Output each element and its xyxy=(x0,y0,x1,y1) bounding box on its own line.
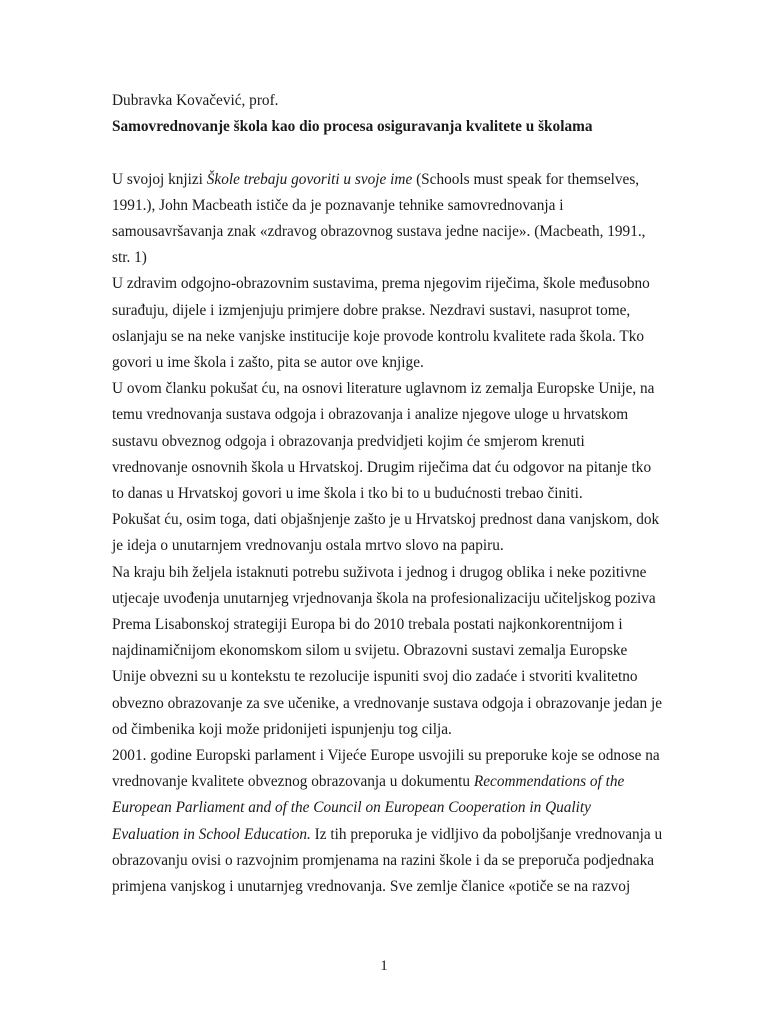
paragraph-line: oslanjaju se na neke vanjske institucije koje provode kontrolu kvalitete rada škola. Tko xyxy=(112,327,644,345)
text-run: Iz tih preporuka je vidljivo da poboljšanje vrednovanja u xyxy=(310,825,663,843)
paragraph-line: obrazovanju ovisi o razvojnim promjenama na razini škole i da se preporuča podjednaka xyxy=(112,851,655,869)
paragraph-line: samousavršavanja znak «zdravog obrazovnog sustava jedne nacije». (Macbeath, 1991., xyxy=(112,223,646,240)
paragraph-line: Prema Lisabonskoj strategiji Europa bi do 2010 trebala postati najkonkorentnijom i xyxy=(112,616,623,634)
paragraph-7 xyxy=(112,743,663,900)
paragraph-line: 2001. godine Europski parlament i Vijeće Europe usvojili su preporuke koje se odnose na xyxy=(112,747,660,765)
paragraph-line: Unije obvezni su u kontekstu te rezolucije ispuniti svoj dio zadaće i stvoriti kvalitetno xyxy=(112,668,638,686)
paragraph-4 xyxy=(112,507,660,559)
paragraph-line: U ovom članku pokušat ću, na osnovi literature uglavnom iz zemalja Europske Unije, na xyxy=(112,380,655,398)
document-title-italic: Evaluation in School Education. xyxy=(112,825,311,843)
paragraph-line: 1991.), John Macbeath ističe da je poznavanje tehnike samovrednovanja i xyxy=(112,196,564,214)
paragraph-line: to danas u Hrvatskoj govori u ime škola i tko bi to u budućnosti trebao činiti. xyxy=(112,485,583,503)
paragraph-6 xyxy=(112,612,663,743)
paragraph-line: od čimbenika koji može pridonijeti ispunjenju tog cilja. xyxy=(112,720,452,738)
paragraph-line: str. 1) xyxy=(112,249,147,267)
paragraph-line: U zdravim odgojno-obrazovnim sustavima, prema njegovim riječima, škole međusobno xyxy=(112,275,650,293)
paragraph-3 xyxy=(112,376,660,507)
text-run: (Schools must speak for themselves, xyxy=(412,170,640,188)
paragraph-line: je ideja o unutarnjem vrednovanju ostala mrtvo slovo na papiru. xyxy=(112,537,504,555)
text-run: U svojoj knjizi xyxy=(112,170,207,188)
text-run: vrednovanje kvalitete obveznog obrazovanja u dokumentu xyxy=(112,773,474,791)
paragraph-line: utjecaje uvođenja unutarnjeg vrjednovanja škola na profesionalizaciju učiteljskog poziva xyxy=(112,589,656,607)
paragraph-line: vrednovanje osnovnih škola u Hrvatskoj. Drugim riječima dat ću odgovor na pitanje tko xyxy=(112,458,652,476)
paragraph-line: temu vrednovanja sustava odgoja i obrazovanja i analize njegove uloge u hrvatskom xyxy=(112,406,629,424)
paragraph-line: sustavu obveznog odgoja i obrazovanja predvidjeti kojim će smjerom krenuti xyxy=(112,432,585,450)
page-number: 1 xyxy=(380,958,388,974)
blank-line xyxy=(112,140,660,166)
paragraph-line: najdinamičnijom ekonomskom silom u svijetu. Obrazovni sustavi zemalja Europske xyxy=(112,642,628,660)
paragraph-2 xyxy=(112,271,660,376)
paragraph-line: Pokušat ću, osim toga, dati objašnjenje zašto je u Hrvatskoj prednost dana vanjskom, dok xyxy=(112,511,660,529)
paragraph-line: Na kraju bih željela istaknuti potrebu suživota i jednog i drugog oblika i neke pozitivne xyxy=(112,563,647,581)
paragraph-line: obvezno obrazovanje za sve učenike, a vrednovanje sustava odgoja i obrazovanje jedan je xyxy=(112,694,663,712)
paragraph-5 xyxy=(112,560,660,612)
paragraph-line: primjena vanjskog i unutarnjeg vrednovanja. Sve zemlje članice «potiče se na razvoj xyxy=(112,878,631,896)
document-title: Samovrednovanje škola kao dio procesa osiguravanja kvalitete u školama xyxy=(112,118,593,136)
paragraph-line xyxy=(112,822,663,848)
paragraph-line xyxy=(112,769,660,795)
document-page xyxy=(112,88,663,900)
paragraph-line xyxy=(112,167,660,193)
author-line: Dubravka Kovačević, prof. xyxy=(112,92,279,109)
paragraph-1 xyxy=(112,167,660,272)
paragraph-line: surađuju, dijele i izmjenjuju primjere dobre prakse. Nezdravi sustavi, nasuprot tome, xyxy=(112,301,631,319)
document-title-italic: Recommendations of the xyxy=(473,773,625,791)
book-title-italic: Škole trebaju govoriti u svoje ime xyxy=(206,170,413,188)
document-title-italic: European Parliament and of the Council on European Cooperation in Quality xyxy=(112,799,591,817)
paragraph-line: govori u ime škola i zašto, pita se autor ove knjige. xyxy=(112,354,424,372)
